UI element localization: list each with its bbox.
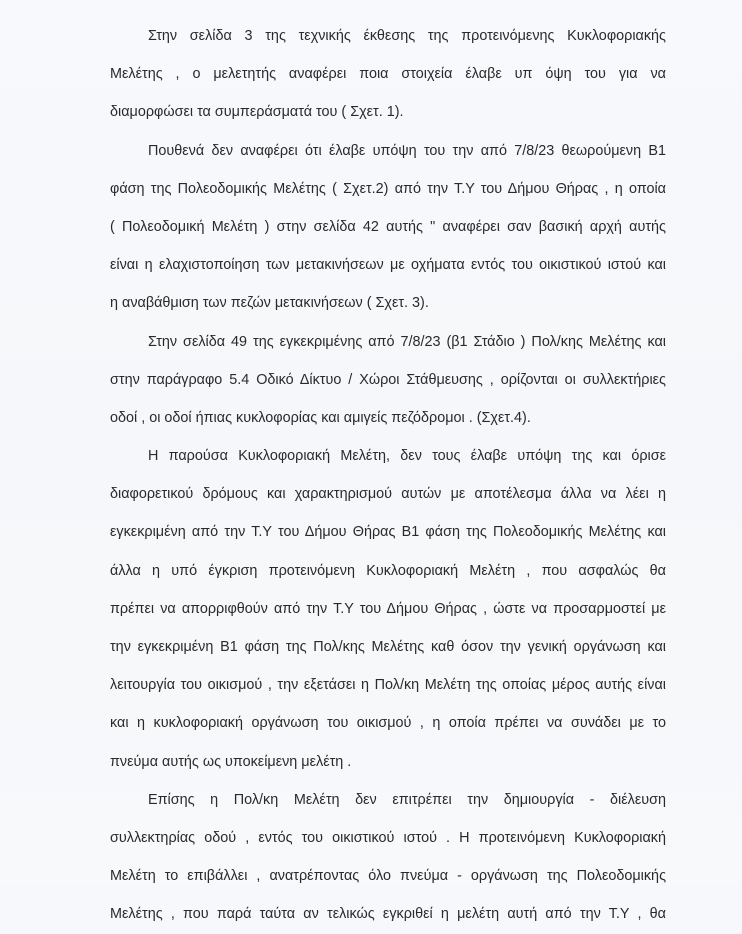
text-line: συλλεκτηρίας οδού , εντός του οικιστικού ιστού . Η προτεινόμενη Κυκλοφοριακή (110, 829, 666, 846)
text-line: άλλα η υπό έγκριση προτεινόμενη Κυκλοφοριακή Μελέτη , που ασφαλώς θα (110, 562, 666, 579)
text-line: στην παράγραφο 5.4 Οδικό Δίκτυο / Χώροι Στάθμευσης , ορίζονται οι συλλεκτήριες (110, 371, 666, 388)
text-line: Μελέτης , που παρά ταύτα αν τελικώς εγκριθεί η μελέτη αυτή από την Τ.Υ , θα (110, 906, 666, 923)
text-line: η αναβάθμιση των πεζών μετακινήσεων ( Σχετ. 3). (110, 295, 429, 312)
paragraph-4 (110, 437, 666, 781)
text-line: Η παρούσα Κυκλοφοριακή Μελέτη, δεν τους έλαβε υπόψη της και όρισε (148, 448, 666, 465)
text-line: Μελέτη το επιβάλλει , ανατρέποντας όλο πνεύμα - οργάνωση της Πολεοδομικής (110, 868, 666, 885)
text-line: και η κυκλοφοριακή οργάνωση του οικισμού , η οποία πρέπει να συνάδει με το (110, 715, 666, 732)
text-line: Στην σελίδα 3 της τεχνικής έκθεσης της προτεινόμενης Κυκλοφοριακής (148, 28, 666, 44)
paragraph-1 (110, 17, 666, 132)
text-line: Στην σελίδα 49 της εγκεκριμένης από 7/8/23 (β1 Στάδιο ) Πολ/κης Μελέτης και (148, 333, 666, 350)
paragraph-2 (110, 132, 666, 323)
text-line: την εγκεκριμένη Β1 φάση της Πολ/κης Μελέτης καθ όσον την γενική οργάνωση και (110, 639, 666, 655)
text-line: οδοί , οι οδοί ήπιας κυκλοφορίας και αμιγείς πεζόδρομοι . (Σχετ.4). (110, 409, 531, 426)
paragraph-3 (110, 323, 666, 438)
paragraph-5 (110, 781, 666, 934)
text-line: φάση της Πολεοδομικής Μελέτης ( Σχετ.2) από την Τ.Υ του Δήμου Θήρας , η οποία (110, 180, 666, 197)
document-body (110, 17, 666, 934)
text-line: Πουθενά δεν αναφέρει ότι έλαβε υπόψη του την από 7/8/23 θεωρούμενη Β1 (148, 142, 666, 159)
text-line: είναι η ελαχιστοποίηση των μετακινήσεων με οχήματα εντός του οικιστικού ιστού και (110, 257, 666, 274)
text-line: λειτουργία του οικισμού , την εξετάσει η Πολ/κη Μελέτη της οποίας μέρος αυτής είναι (110, 677, 666, 694)
text-line: εγκεκριμένη από την Τ.Υ του Δήμου Θήρας Β1 φάση της Πολεοδομικής Μελέτης και (110, 524, 666, 541)
text-line: ( Πολεοδομική Μελέτη ) στην σελίδα 42 αυτής " αναφέρει σαν βασική αρχή αυτής (110, 218, 666, 235)
text-line: πνεύμα αυτής ως υποκείμενη μελέτη . (110, 753, 352, 770)
text-line: πρέπει να απορριφθούν από την Τ.Υ του Δήμου Θήρας , ώστε να προσαρμοστεί με (110, 600, 666, 617)
text-line: διαφορετικού δρόμους και χαρακτηρισμού αυτών με αποτέλεσμα άλλα να λέει η (110, 486, 666, 503)
text-line: διαμορφώσει τα συμπεράσματά του ( Σχετ. 1). (110, 104, 404, 121)
text-line: Επίσης η Πολ/κη Μελέτη δεν επιτρέπει την δημιουργία - διέλευση (148, 791, 666, 808)
text-line: Μελέτης , ο μελετητής αναφέρει ποια στοιχεία έλαβε υπ όψη του για να (110, 66, 666, 83)
